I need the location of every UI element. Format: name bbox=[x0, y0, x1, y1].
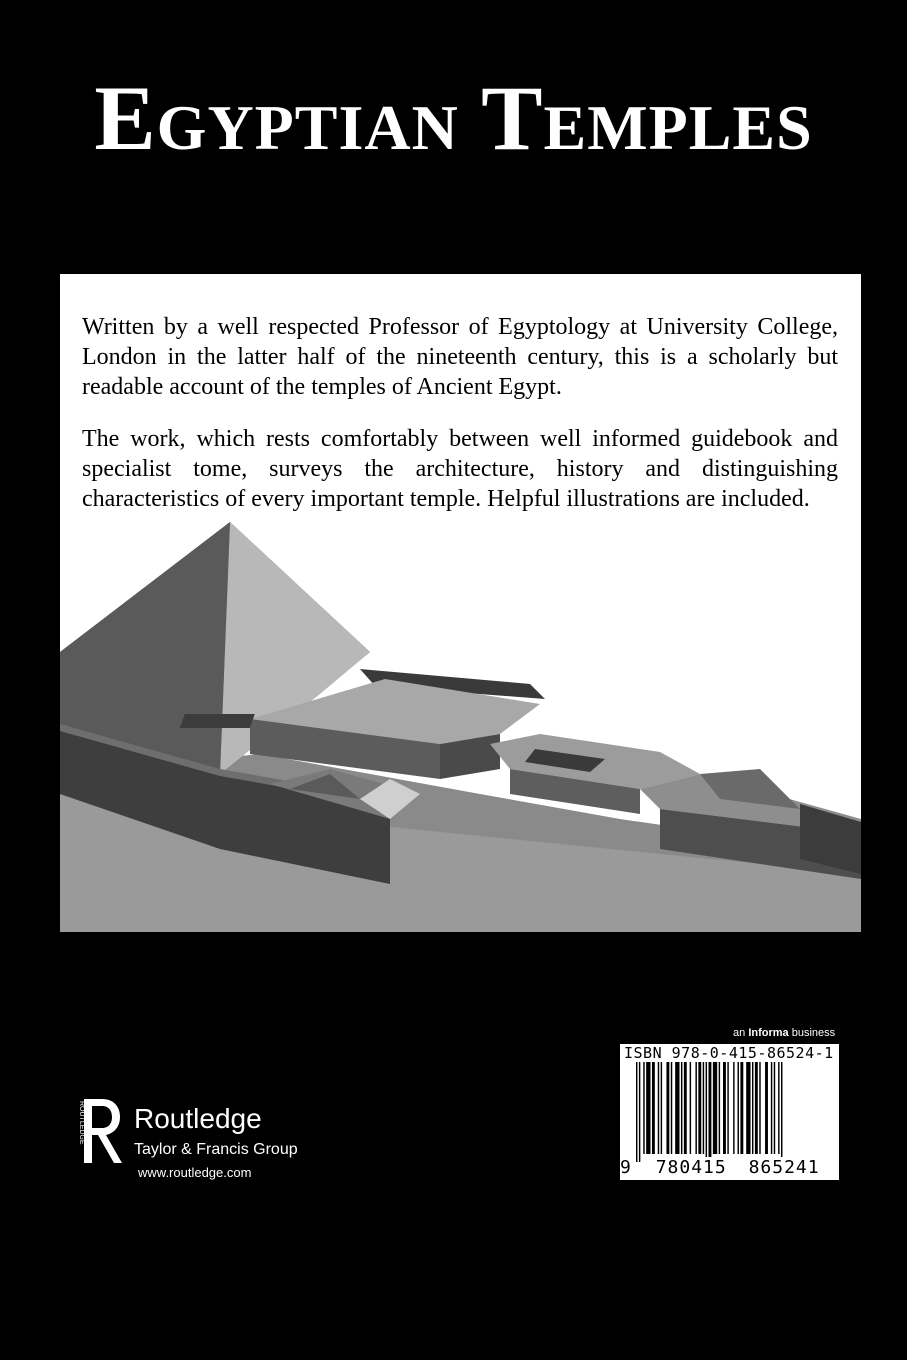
blurb-text bbox=[82, 312, 838, 536]
isbn-label: ISBN 978-0-415-86524-1 bbox=[624, 1044, 834, 1062]
barcode-bar bbox=[643, 1062, 644, 1154]
ean-first-digit: 9 bbox=[620, 1157, 632, 1178]
barcode-bar bbox=[675, 1062, 679, 1154]
barcode-bar bbox=[695, 1062, 696, 1154]
barcode-bar bbox=[698, 1062, 701, 1154]
ean-right-group: 865241 bbox=[748, 1157, 820, 1178]
publisher-url[interactable]: www.routledge.com bbox=[138, 1165, 252, 1180]
informa-brand: Informa bbox=[748, 1027, 789, 1039]
book-title: Egyptian Temples bbox=[94, 67, 813, 169]
barcode-bar bbox=[646, 1062, 650, 1154]
barcode-bar bbox=[652, 1062, 655, 1154]
barcode-bar bbox=[671, 1062, 672, 1154]
informa-tagline bbox=[733, 1027, 835, 1039]
barcode-bar bbox=[781, 1062, 782, 1162]
barcode-bar bbox=[771, 1062, 772, 1154]
barcode-bar bbox=[713, 1062, 717, 1154]
barcode-bar bbox=[746, 1062, 750, 1154]
barcode-bar bbox=[752, 1062, 753, 1154]
barcode-bar bbox=[740, 1062, 743, 1154]
barcode-bar bbox=[733, 1062, 734, 1154]
barcode-bar bbox=[703, 1062, 704, 1154]
barcode-bar bbox=[658, 1062, 659, 1154]
barcode-bar bbox=[709, 1062, 712, 1162]
publisher-name: Routledge bbox=[134, 1103, 262, 1134]
barcode-bar bbox=[636, 1062, 637, 1162]
barcode-bar bbox=[759, 1062, 760, 1154]
publisher-block bbox=[78, 1095, 378, 1185]
barcode-bar bbox=[755, 1062, 758, 1154]
barcode-bar bbox=[690, 1062, 691, 1154]
blurb-paragraph-1: Written by a well respected Professor of Egyptology at University College, London in the latter half of the nineteenth century, this is a scholarly but readable account of the temples of Ancient Egypt. bbox=[82, 314, 838, 400]
tagline-suffix: business bbox=[791, 1027, 836, 1039]
ean-digits bbox=[620, 1157, 839, 1179]
barcode-bar bbox=[681, 1062, 682, 1154]
barcode-bar bbox=[666, 1062, 669, 1154]
barcode-bar bbox=[639, 1062, 640, 1162]
barcode-bars bbox=[636, 1062, 832, 1162]
barcode-bar bbox=[706, 1062, 707, 1162]
barcode-bar bbox=[684, 1062, 687, 1154]
barcode-bar bbox=[774, 1062, 775, 1154]
logo-vertical-text: ROUTLEDGE bbox=[78, 1101, 85, 1145]
barcode-bar bbox=[738, 1062, 739, 1154]
barcode-bar bbox=[778, 1062, 779, 1154]
isbn-barcode bbox=[620, 1044, 839, 1180]
routledge-logo-icon bbox=[78, 1095, 126, 1167]
barcode-bar bbox=[765, 1062, 768, 1154]
barcode-bar bbox=[661, 1062, 662, 1154]
ean-left-group: 780415 bbox=[655, 1157, 727, 1178]
blurb-paragraph-2: The work, which rests comfortably between well informed guidebook and specialist tome, surveys the architecture, history and distinguishing characteristics of every important temple. Helpful illustrations are included. bbox=[82, 426, 838, 512]
description-panel bbox=[60, 274, 861, 932]
barcode-bar bbox=[719, 1062, 720, 1154]
barcode-bar bbox=[723, 1062, 726, 1154]
tagline-prefix: an bbox=[733, 1027, 746, 1039]
barcode-bar bbox=[727, 1062, 728, 1154]
publisher-group: Taylor & Francis Group bbox=[134, 1141, 298, 1158]
